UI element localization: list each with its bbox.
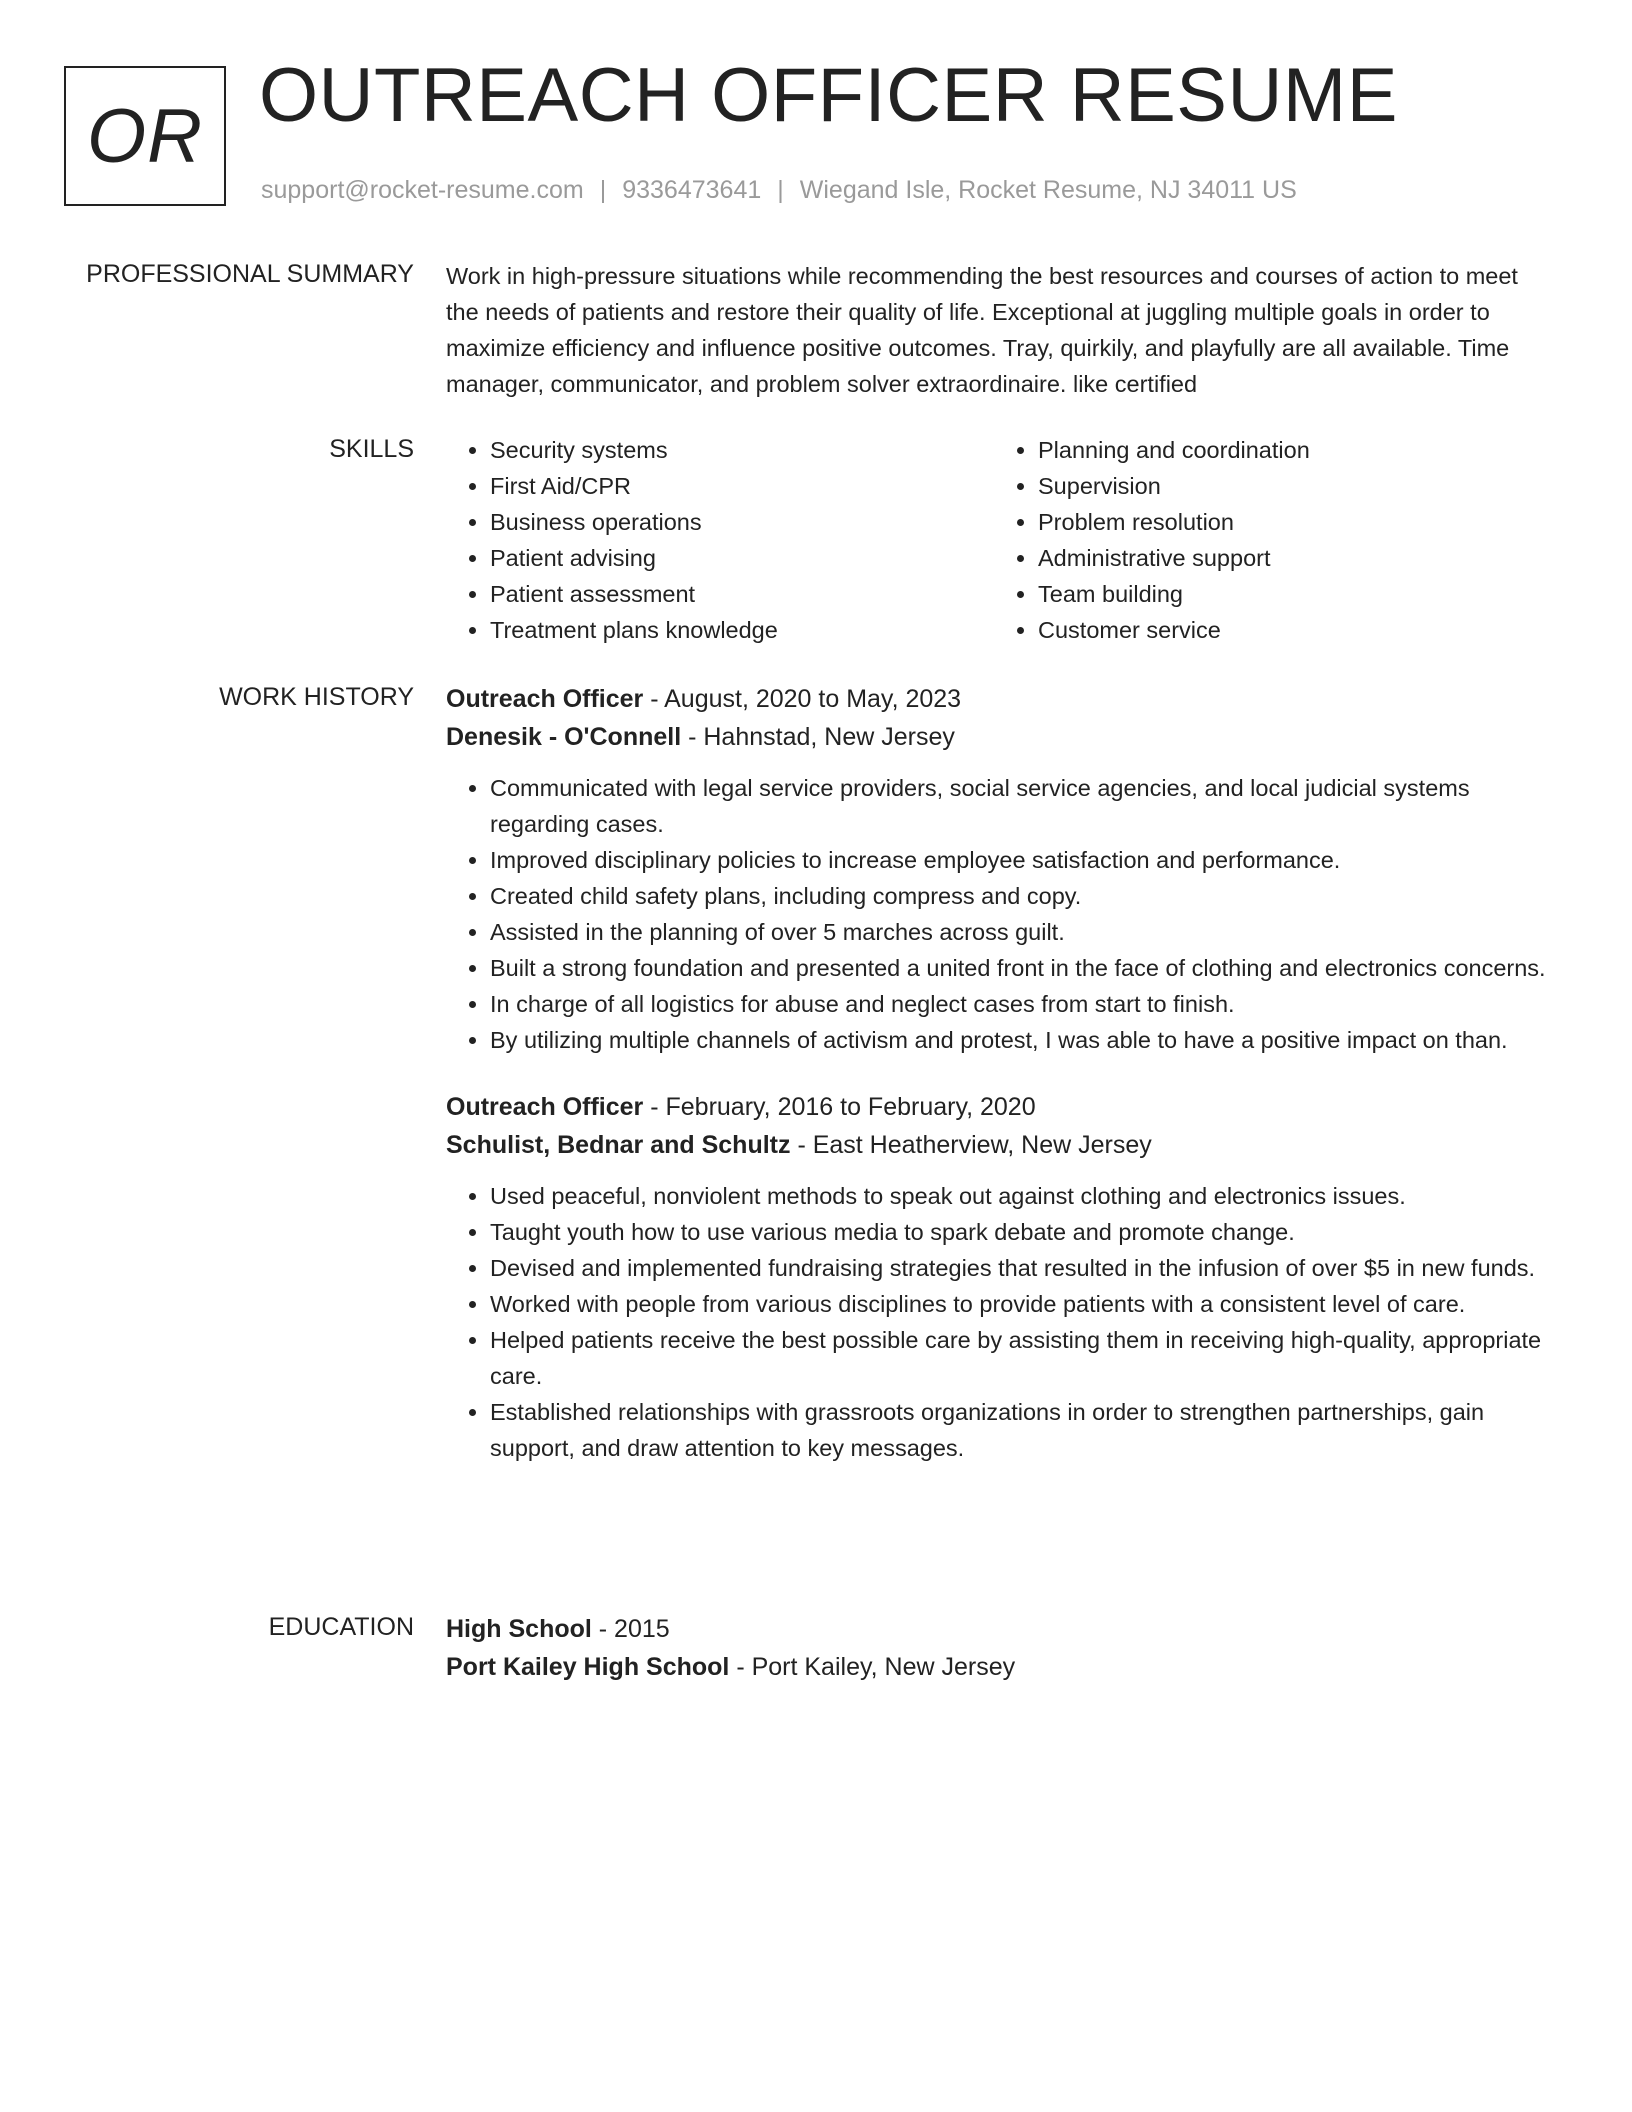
job-bullet: • Established relationships with grassroots organizations in order to strengthen partnerships, gain support, and draw attention to key messages.: [490, 1394, 1551, 1466]
contact-email[interactable]: support@rocket-resume.com: [261, 176, 584, 204]
skills-body: [446, 432, 1551, 648]
job-bullet: • Built a strong foundation and presented a united front in the face of clothing and electronics concerns.: [490, 950, 1551, 986]
job-bullet: • Created child safety plans, including compress and copy.: [490, 878, 1551, 914]
job-dates: - February, 2016 to February, 2020: [643, 1093, 1036, 1121]
skills-columns: [446, 432, 1551, 648]
skills-list-left: [446, 432, 994, 648]
job-entry: [446, 680, 1551, 1058]
contact-phone[interactable]: 9336473641: [622, 176, 762, 204]
job-bullet: • Worked with people from various disciplines to provide patients with a consistent level of care.: [490, 1286, 1551, 1322]
section-heading-summary: PROFESSIONAL SUMMARY: [86, 260, 414, 288]
section-heading-work: WORK HISTORY: [219, 683, 414, 711]
contact-separator: |: [599, 176, 607, 204]
skill-item: • Business operations: [490, 504, 994, 540]
job-bullet: • Used peaceful, nonviolent methods to speak out against clothing and electronics issues.: [490, 1178, 1551, 1214]
skill-item: • Team building: [1038, 576, 1542, 612]
education-body: [446, 1610, 1551, 1686]
skill-item: • Problem resolution: [1038, 504, 1542, 540]
section-heading-skills: SKILLS: [329, 435, 414, 463]
contact-separator: |: [777, 176, 784, 204]
job-bullet: • Helped patients receive the best possible care by assisting them in receiving high-quality, appropriate care.: [490, 1322, 1551, 1394]
resume-title: OUTREACH OFFICER RESUME: [259, 53, 1398, 138]
summary-text: Work in high-pressure situations while recommending the best resources and courses of action to meet the needs of patients and restore their quality of life. Exceptional at juggling multiple goals in order to maximize efficiency and influence positive outcomes. Tray, quirkily, and playfully are all available. Time manager, communicator, and problem solver extraordinaire. like certified: [446, 263, 1518, 397]
job-bullet: • Improved disciplinary policies to increase employee satisfaction and performance.: [490, 842, 1551, 878]
section-heading-education: EDUCATION: [268, 1613, 414, 1641]
summary-body: [446, 258, 1551, 402]
job-bullet: • Assisted in the planning of over 5 marches across guilt.: [490, 914, 1551, 950]
job-bullet: • Devised and implemented fundraising strategies that resulted in the infusion of over $5 in new funds.: [490, 1250, 1551, 1286]
education-school-line: [446, 1648, 1551, 1686]
job-company-line: [446, 718, 1551, 756]
job-title: Outreach Officer: [446, 1093, 644, 1121]
job-company: Schulist, Bednar and Schultz: [446, 1131, 791, 1159]
job-bullet: • In charge of all logistics for abuse and neglect cases from start to finish.: [490, 986, 1551, 1022]
job-bullets: [446, 1178, 1551, 1466]
job-company-line: [446, 1126, 1551, 1164]
skill-item: • Patient assessment: [490, 576, 994, 612]
job-title-line: [446, 1088, 1551, 1126]
work-body: [446, 680, 1551, 1466]
job-title-line: [446, 680, 1551, 718]
skill-item: • First Aid/CPR: [490, 468, 994, 504]
contact-address: Wiegand Isle, Rocket Resume, NJ 34011 US: [799, 176, 1297, 204]
skill-item: • Patient advising: [490, 540, 994, 576]
education-location: - Port Kailey, New Jersey: [729, 1653, 1016, 1681]
skill-item: • Planning and coordination: [1038, 432, 1542, 468]
education-year: - 2015: [591, 1615, 670, 1643]
job-bullet: • Taught youth how to use various media to spark debate and promote change.: [490, 1214, 1551, 1250]
education-degree: High School: [446, 1615, 592, 1643]
job-location: - East Heatherview, New Jersey: [790, 1131, 1152, 1159]
job-bullets: [446, 770, 1551, 1058]
job-location: - Hahnstad, New Jersey: [681, 723, 955, 751]
job-entry: [446, 1088, 1551, 1466]
education-school: Port Kailey High School: [446, 1653, 730, 1681]
education-degree-line: [446, 1610, 1551, 1648]
job-title: Outreach Officer: [446, 685, 644, 713]
monogram-initials: OR: [87, 93, 203, 179]
contact-line: [261, 176, 1297, 205]
job-bullet: • By utilizing multiple channels of activism and protest, I was able to have a positive impact on than.: [490, 1022, 1551, 1058]
skill-item: • Supervision: [1038, 468, 1542, 504]
job-bullet: • Communicated with legal service providers, social service agencies, and local judicial systems regarding cases.: [490, 770, 1551, 842]
skill-item: • Customer service: [1038, 612, 1542, 648]
monogram-badge: [64, 66, 226, 206]
job-company: Denesik - O'Connell: [446, 723, 682, 751]
skill-item: • Security systems: [490, 432, 994, 468]
job-dates: - August, 2020 to May, 2023: [643, 685, 962, 713]
skill-item: • Treatment plans knowledge: [490, 612, 994, 648]
skills-list-right: [994, 432, 1542, 648]
skill-item: • Administrative support: [1038, 540, 1542, 576]
